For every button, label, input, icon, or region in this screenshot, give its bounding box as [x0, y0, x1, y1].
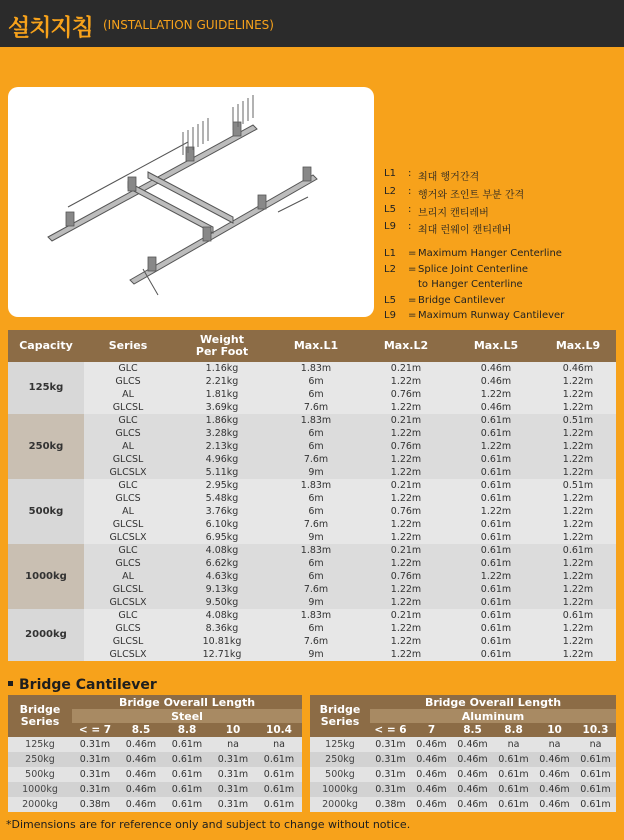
table-cell: 0.61m [452, 596, 540, 609]
table-cell: 0.61m [452, 583, 540, 596]
table-row [8, 531, 616, 544]
table-cell: 0.61m [575, 752, 616, 767]
table-cell: 0.21m [360, 362, 452, 375]
table-cell: 6m [272, 622, 360, 635]
hanger-7 [258, 195, 266, 209]
table-cell: 6m [272, 492, 360, 505]
aluminum-column-header: 10 [534, 723, 575, 737]
table-cell: 0.46m [452, 782, 493, 797]
table-cell: 0.46m [452, 767, 493, 782]
page-header [0, 0, 624, 47]
table-cell: GLCSLX [84, 466, 172, 479]
installation-diagram [8, 87, 374, 317]
table-cell: 7.6m [272, 635, 360, 648]
table-cell: 1.22m [452, 440, 540, 453]
table-row [8, 737, 302, 752]
table-cell: 9m [272, 596, 360, 609]
header-max-l5: Max.L5 [452, 330, 540, 362]
table-cell: GLCSL [84, 401, 172, 414]
table-cell: 1.22m [540, 583, 616, 596]
table-row [8, 635, 616, 648]
table-cell: 6m [272, 427, 360, 440]
table-cell: 0.61m [493, 797, 534, 812]
capacity-spec-table [8, 330, 616, 661]
table-cell: 0.31m [370, 737, 411, 752]
table-cell: 4.63kg [172, 570, 272, 583]
table-cell: 3.76kg [172, 505, 272, 518]
table-cell: 9m [272, 466, 360, 479]
table-row [8, 797, 302, 812]
table-cell: 0.38m [72, 797, 118, 812]
table-cell: 0.21m [360, 544, 452, 557]
table-cell: 1.22m [540, 505, 616, 518]
table-cell: 0.46m [534, 797, 575, 812]
table-cell: AL [84, 440, 172, 453]
table-cell: 0.61m [493, 752, 534, 767]
table-cell: 0.61m [493, 767, 534, 782]
table-cell: 9m [272, 531, 360, 544]
table-cell: 0.46m [118, 752, 164, 767]
table-cell: 7.6m [272, 583, 360, 596]
table-cell: 1.22m [360, 635, 452, 648]
table-cell: 0.46m [534, 767, 575, 782]
table-cell: 0.46m [411, 797, 452, 812]
capacity-cell: 1000kg [8, 544, 84, 609]
aluminum-column-header: 7 [411, 723, 452, 737]
table-cell: 1.22m [540, 518, 616, 531]
table-row [8, 557, 616, 570]
table-row [8, 570, 616, 583]
table-cell: 0.61m [164, 767, 210, 782]
table-cell: 0.61m [540, 609, 616, 622]
table-cell: 0.61m [452, 531, 540, 544]
table-row [310, 752, 616, 767]
table-cell: 1.83m [272, 362, 360, 375]
table-cell: 0.61m [575, 782, 616, 797]
table-cell: 0.61m [452, 453, 540, 466]
header-max-l1: Max.L1 [272, 330, 360, 362]
table-row [8, 648, 616, 661]
table-cell: 3.69kg [172, 401, 272, 414]
bridge-series-cell: 125kg [310, 737, 370, 752]
table-row [8, 752, 302, 767]
header-capacity: Capacity [8, 330, 84, 362]
table-cell: 0.61m [256, 797, 302, 812]
table-cell: GLCSLX [84, 648, 172, 661]
table-cell: 0.61m [452, 427, 540, 440]
table-row [310, 737, 616, 752]
table-cell: 5.48kg [172, 492, 272, 505]
table-cell: 1.22m [360, 401, 452, 414]
table-row [310, 797, 616, 812]
table-cell: 0.51m [540, 479, 616, 492]
table-row [8, 492, 616, 505]
header-max-l2: Max.L2 [360, 330, 452, 362]
table-cell: 0.61m [452, 492, 540, 505]
table-cell: 2.21kg [172, 375, 272, 388]
table-cell: 0.61m [493, 782, 534, 797]
table-cell: 3.28kg [172, 427, 272, 440]
table-cell: AL [84, 388, 172, 401]
table-cell: 0.46m [452, 737, 493, 752]
aluminum-cantilever-table [310, 695, 616, 812]
table-cell: 0.46m [540, 362, 616, 375]
table-row [8, 583, 616, 596]
steel-header-series: Bridge Series [8, 695, 72, 737]
footnote: *Dimensions are for reference only and subject to change without notice. [6, 818, 411, 831]
table-cell: GLCSL [84, 583, 172, 596]
aluminum-header-series: Bridge Series [310, 695, 370, 737]
table-cell: 1.16kg [172, 362, 272, 375]
table-cell: 8.36kg [172, 622, 272, 635]
table-row [8, 596, 616, 609]
table-cell: 0.31m [370, 752, 411, 767]
table-row [8, 505, 616, 518]
table-cell: 1.22m [540, 492, 616, 505]
table-cell: 0.21m [360, 479, 452, 492]
table-cell: 0.46m [452, 797, 493, 812]
table-header-row [8, 330, 616, 362]
table-cell: 0.31m [370, 782, 411, 797]
table-row [8, 479, 616, 492]
table-cell: 1.22m [360, 492, 452, 505]
table-cell: 7.6m [272, 518, 360, 531]
table-row [8, 518, 616, 531]
table-cell: 0.46m [452, 401, 540, 414]
table-cell: 6m [272, 557, 360, 570]
table-cell: 0.61m [164, 737, 210, 752]
table-cell: GLCS [84, 622, 172, 635]
table-cell: 0.46m [411, 767, 452, 782]
aluminum-column-header: 10.3 [575, 723, 616, 737]
table-cell: 12.71kg [172, 648, 272, 661]
table-cell: 1.22m [360, 583, 452, 596]
table-cell: 9.50kg [172, 596, 272, 609]
table-cell: 1.22m [540, 635, 616, 648]
table-cell: 0.61m [256, 767, 302, 782]
table-cell: 0.38m [370, 797, 411, 812]
table-row [8, 466, 616, 479]
table-cell: 1.22m [540, 531, 616, 544]
table-cell: 1.22m [452, 505, 540, 518]
table-cell: 0.46m [534, 752, 575, 767]
table-cell: 7.6m [272, 401, 360, 414]
table-cell: 0.61m [452, 466, 540, 479]
table-cell: 0.46m [411, 782, 452, 797]
table-cell: 1.22m [360, 596, 452, 609]
table-cell: 0.31m [210, 782, 256, 797]
table-cell: 9.13kg [172, 583, 272, 596]
hanger-5 [148, 257, 156, 271]
table-cell: 1.22m [360, 466, 452, 479]
table-cell: 0.46m [452, 752, 493, 767]
table-cell: 6.95kg [172, 531, 272, 544]
table-row [8, 622, 616, 635]
table-cell: 1.22m [360, 531, 452, 544]
table-cell: 6.62kg [172, 557, 272, 570]
bridge-series-cell: 1000kg [8, 782, 72, 797]
table-cell: 1.22m [540, 570, 616, 583]
hanger-6 [203, 227, 211, 241]
crane-rail-drawing [8, 87, 374, 317]
capacity-cell: 2000kg [8, 609, 84, 661]
table-cell: 0.61m [256, 782, 302, 797]
table-cell: 1.22m [540, 466, 616, 479]
header-max-l9: Max.L9 [540, 330, 616, 362]
bridge-series-cell: 250kg [310, 752, 370, 767]
table-row [8, 427, 616, 440]
table-cell: GLCSL [84, 518, 172, 531]
capacity-cell: 500kg [8, 479, 84, 544]
table-cell: GLCSL [84, 635, 172, 648]
table-cell: 0.61m [164, 752, 210, 767]
table-cell: AL [84, 570, 172, 583]
page-title-korean: 설치지침 [8, 15, 93, 41]
table-cell: 0.46m [452, 362, 540, 375]
table-cell: 1.22m [540, 427, 616, 440]
table-cell: na [256, 737, 302, 752]
table-cell: 1.81kg [172, 388, 272, 401]
table-cell: 1.22m [360, 622, 452, 635]
bridge-series-cell: 500kg [310, 767, 370, 782]
table-cell: GLCS [84, 557, 172, 570]
table-cell: GLCSLX [84, 596, 172, 609]
table-cell: 1.22m [540, 596, 616, 609]
table-cell: 1.22m [452, 570, 540, 583]
table-row [8, 440, 616, 453]
table-cell: 6m [272, 375, 360, 388]
bridge-series-cell: 125kg [8, 737, 72, 752]
table-cell: 0.31m [210, 797, 256, 812]
table-cell: 1.83m [272, 544, 360, 557]
table-cell: 0.46m [411, 737, 452, 752]
table-cell: 1.22m [540, 375, 616, 388]
table-cell: 9m [272, 648, 360, 661]
hanger-4 [233, 122, 241, 136]
table-cell: 0.76m [360, 388, 452, 401]
table-row [8, 375, 616, 388]
table-cell: GLCSL [84, 453, 172, 466]
table-cell: GLCS [84, 492, 172, 505]
table-cell: 1.22m [360, 427, 452, 440]
table-cell: 1.22m [540, 440, 616, 453]
table-cell: 0.61m [452, 479, 540, 492]
table-cell: 0.46m [118, 782, 164, 797]
table-cell: 0.31m [370, 767, 411, 782]
table-cell: 0.46m [534, 782, 575, 797]
runway-rail-back [48, 125, 257, 241]
table-cell: 0.61m [452, 609, 540, 622]
table-cell: 1.22m [540, 453, 616, 466]
steel-header-material: Steel [72, 709, 302, 723]
table-cell: 0.31m [72, 737, 118, 752]
table-cell: na [210, 737, 256, 752]
hanger-1 [66, 212, 74, 226]
capacity-cell: 125kg [8, 362, 84, 414]
table-row [8, 414, 616, 427]
table-cell: AL [84, 505, 172, 518]
table-cell: 0.61m [452, 518, 540, 531]
table-cell: 0.76m [360, 570, 452, 583]
table-cell: 0.61m [164, 797, 210, 812]
table-cell: 0.31m [72, 752, 118, 767]
table-cell: 1.22m [452, 388, 540, 401]
capacity-cell: 250kg [8, 414, 84, 479]
table-row [8, 609, 616, 622]
table-cell: 1.22m [540, 388, 616, 401]
table-cell: GLCSLX [84, 531, 172, 544]
table-cell: 1.22m [360, 518, 452, 531]
table-cell: GLC [84, 544, 172, 557]
table-cell: 6m [272, 570, 360, 583]
table-row [8, 388, 616, 401]
hanger-2 [128, 177, 136, 191]
table-cell: 0.46m [118, 767, 164, 782]
table-cell: 0.61m [452, 648, 540, 661]
table-cell: 6m [272, 388, 360, 401]
table-row [8, 782, 302, 797]
table-row [8, 362, 616, 375]
table-cell: 0.76m [360, 440, 452, 453]
table-cell: GLC [84, 362, 172, 375]
table-cell: 1.22m [360, 375, 452, 388]
table-cell: 2.13kg [172, 440, 272, 453]
table-cell: 0.46m [118, 797, 164, 812]
bridge-series-cell: 2000kg [8, 797, 72, 812]
steel-column-header: 8.8 [164, 723, 210, 737]
table-cell: 1.22m [360, 648, 452, 661]
table-cell: GLC [84, 609, 172, 622]
table-cell: 0.61m [256, 752, 302, 767]
table-cell: 1.22m [360, 453, 452, 466]
table-cell: 0.61m [452, 414, 540, 427]
bridge-series-cell: 500kg [8, 767, 72, 782]
aluminum-header-material: Aluminum [370, 709, 616, 723]
bridge-series-cell: 250kg [8, 752, 72, 767]
table-cell: 0.21m [360, 609, 452, 622]
table-cell: GLC [84, 414, 172, 427]
table-cell: 1.22m [540, 557, 616, 570]
table-cell: GLCS [84, 427, 172, 440]
table-cell: 0.61m [540, 544, 616, 557]
table-cell: 2.95kg [172, 479, 272, 492]
table-cell: 1.22m [540, 648, 616, 661]
table-cell: 0.31m [210, 767, 256, 782]
aluminum-column-header: < = 6 [370, 723, 411, 737]
table-row [8, 767, 302, 782]
table-cell: 0.46m [411, 752, 452, 767]
table-cell: 6.10kg [172, 518, 272, 531]
table-cell: 0.51m [540, 414, 616, 427]
steel-cantilever-table [8, 695, 302, 812]
table-cell: 0.31m [210, 752, 256, 767]
table-cell: 6m [272, 440, 360, 453]
steel-column-header: 10.4 [256, 723, 302, 737]
table-cell: na [575, 737, 616, 752]
steel-header-length: Bridge Overall Length [72, 695, 302, 709]
table-cell: 6m [272, 505, 360, 518]
table-cell: na [493, 737, 534, 752]
table-cell: 0.76m [360, 505, 452, 518]
table-cell: 1.83m [272, 479, 360, 492]
table-cell: 7.6m [272, 453, 360, 466]
table-cell: 1.83m [272, 414, 360, 427]
steel-column-header: 8.5 [118, 723, 164, 737]
runway-rail-front [130, 175, 317, 284]
aluminum-column-header: 8.5 [452, 723, 493, 737]
table-cell: GLCS [84, 375, 172, 388]
aluminum-header-length: Bridge Overall Length [370, 695, 616, 709]
table-row [8, 401, 616, 414]
aluminum-column-header: 8.8 [493, 723, 534, 737]
page-title-english: (INSTALLATION GUIDELINES) [103, 18, 274, 32]
table-cell: 0.46m [452, 375, 540, 388]
table-cell: 1.22m [540, 401, 616, 414]
table-cell: 1.22m [360, 557, 452, 570]
header-weight: Weight Per Foot [172, 330, 272, 362]
table-cell: 0.61m [452, 635, 540, 648]
table-cell: GLC [84, 479, 172, 492]
table-row [310, 767, 616, 782]
table-cell: 1.22m [540, 622, 616, 635]
table-cell: 10.81kg [172, 635, 272, 648]
table-cell: 0.61m [575, 767, 616, 782]
table-cell: 0.61m [164, 782, 210, 797]
table-cell: 1.86kg [172, 414, 272, 427]
table-cell: 4.08kg [172, 544, 272, 557]
table-cell: 0.46m [118, 737, 164, 752]
bridge-series-cell: 1000kg [310, 782, 370, 797]
table-cell: 0.61m [452, 622, 540, 635]
table-row [310, 782, 616, 797]
hanger-8 [303, 167, 311, 181]
table-cell: 4.08kg [172, 609, 272, 622]
table-cell: 5.11kg [172, 466, 272, 479]
table-cell: 0.61m [452, 557, 540, 570]
table-cell: 0.21m [360, 414, 452, 427]
table-cell: na [534, 737, 575, 752]
bullet-icon [8, 681, 13, 686]
table-cell: 0.61m [575, 797, 616, 812]
bridge-cantilever-title: Bridge Cantilever [8, 677, 157, 693]
table-cell: 0.61m [452, 544, 540, 557]
header-series: Series [84, 330, 172, 362]
bridge-series-cell: 2000kg [310, 797, 370, 812]
table-cell: 4.96kg [172, 453, 272, 466]
table-cell: 0.31m [72, 782, 118, 797]
steel-column-header: 10 [210, 723, 256, 737]
table-row [8, 453, 616, 466]
table-cell: 1.83m [272, 609, 360, 622]
table-row [8, 544, 616, 557]
table-cell: 0.31m [72, 767, 118, 782]
steel-column-header: < = 7 [72, 723, 118, 737]
